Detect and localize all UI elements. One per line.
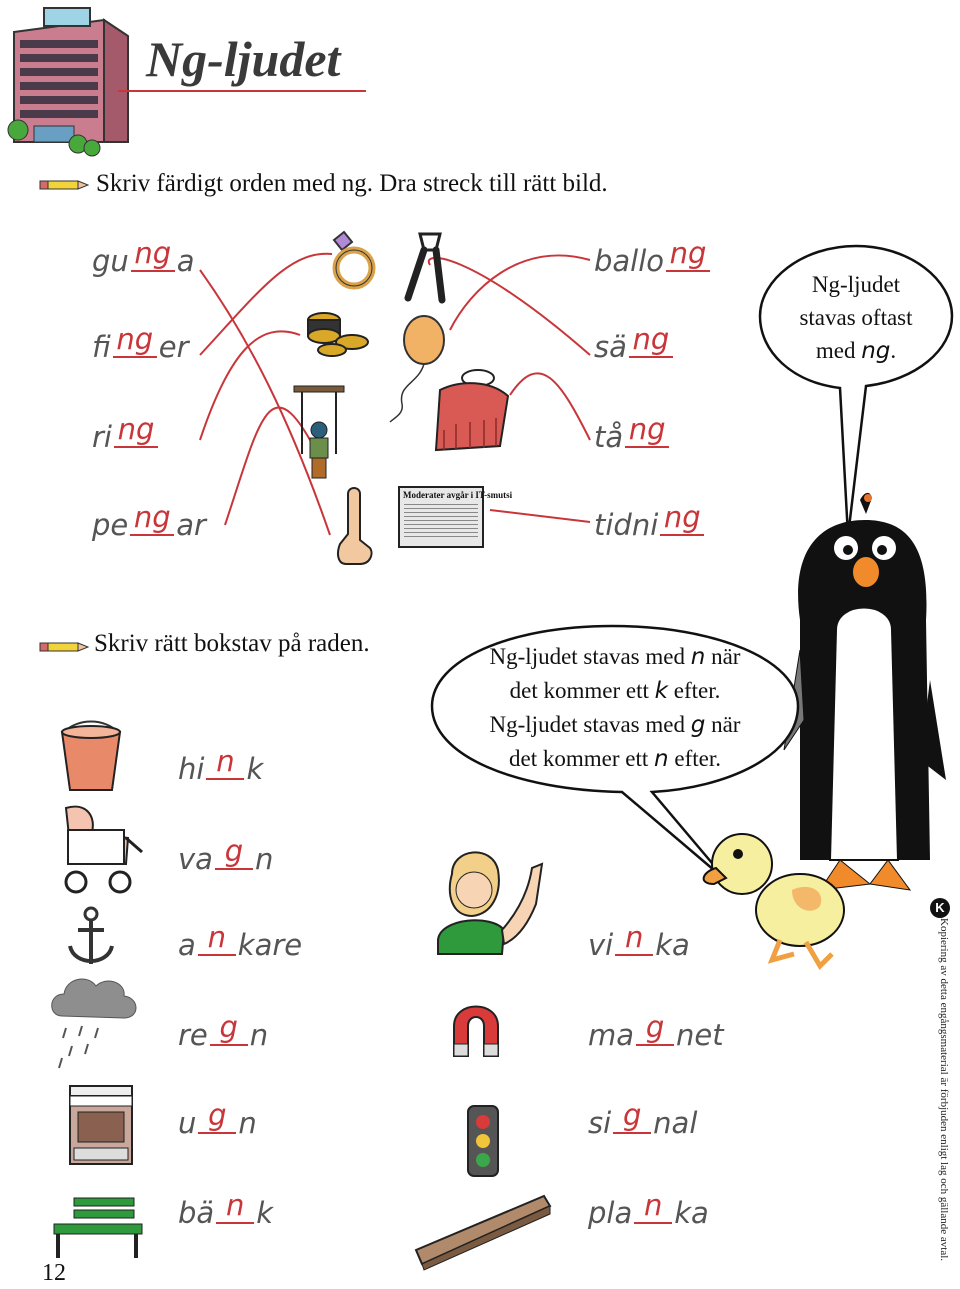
newspaper-headline: Moderater avgår i IT-smutsi bbox=[403, 490, 513, 500]
finger-icon[interactable] bbox=[334, 484, 378, 568]
fill-word-ugn[interactable]: u g n bbox=[178, 1098, 257, 1140]
rain-cloud-icon[interactable] bbox=[48, 972, 140, 1070]
ring-icon[interactable] bbox=[326, 230, 378, 292]
pliers-icon[interactable] bbox=[402, 230, 458, 302]
fill-word-vagn[interactable]: va g n bbox=[178, 834, 274, 876]
fill-word-planka[interactable]: pla n ka bbox=[588, 1188, 709, 1230]
traffic-light-icon[interactable] bbox=[466, 1104, 500, 1178]
fill-word-vinka[interactable]: vi n ka bbox=[588, 920, 690, 962]
plank-icon[interactable] bbox=[412, 1194, 552, 1270]
match-word-pengar[interactable]: pe ng ar bbox=[92, 500, 206, 542]
pram-icon[interactable] bbox=[56, 802, 146, 898]
page-title: Ng-ljudet bbox=[146, 31, 341, 87]
match-word-tidning[interactable]: tidni ng bbox=[594, 508, 706, 544]
stove-icon[interactable] bbox=[68, 1084, 134, 1166]
waving-girl-icon[interactable] bbox=[432, 844, 552, 954]
bucket-icon[interactable] bbox=[58, 722, 124, 794]
fill-word-ankare[interactable]: a n kare bbox=[178, 920, 303, 962]
fill-word-bank[interactable]: bä n k bbox=[178, 1188, 273, 1230]
pencil-icon-2 bbox=[40, 640, 90, 654]
publisher-logo: K bbox=[930, 898, 950, 918]
page-number: 12 bbox=[42, 1260, 66, 1286]
newspaper-icon[interactable] bbox=[398, 486, 513, 548]
match-word-ballong[interactable]: ballo ng bbox=[594, 244, 712, 280]
match-word-sang[interactable]: sä ng bbox=[594, 330, 675, 366]
match-word-gunga[interactable]: gu ng a bbox=[92, 236, 195, 278]
fill-word-signal[interactable]: si g nal bbox=[588, 1098, 698, 1140]
match-word-fingrar[interactable]: fi ng er bbox=[92, 322, 189, 364]
coins-icon[interactable] bbox=[302, 310, 372, 360]
instruction-first: Skriv färdigt orden med ng. Dra streck till rätt bild. bbox=[96, 170, 608, 197]
fill-word-hink[interactable]: hi n k bbox=[178, 744, 264, 786]
bench-icon[interactable] bbox=[52, 1196, 144, 1260]
fill-word-regn[interactable]: re g n bbox=[178, 1010, 269, 1052]
copyright-notice: Kopiering av detta engångsmaterial är förbjuden enligt lag och gällande avtal. bbox=[938, 918, 950, 1262]
bed-icon[interactable] bbox=[430, 360, 514, 456]
magnet-icon[interactable] bbox=[450, 1002, 502, 1058]
speech-bubble-top: Ng-ljudet stavas oftast med ng. bbox=[799, 272, 913, 364]
fill-word-magnet[interactable]: ma g net bbox=[588, 1010, 724, 1052]
swing-icon[interactable] bbox=[292, 384, 346, 484]
duckling-illustration bbox=[696, 820, 846, 970]
match-word-tang[interactable]: tå ng bbox=[594, 420, 671, 456]
speech-bubble-mid: Ng-ljudet stavas med n när det kommer ett k efter. Ng-ljudet stavas med g när det kommer ett n efter. bbox=[489, 644, 741, 772]
match-word-ring[interactable]: ri ng bbox=[92, 420, 160, 456]
anchor-icon[interactable] bbox=[66, 906, 116, 970]
instruction-second: Skriv rätt bokstav på raden. bbox=[94, 630, 370, 657]
